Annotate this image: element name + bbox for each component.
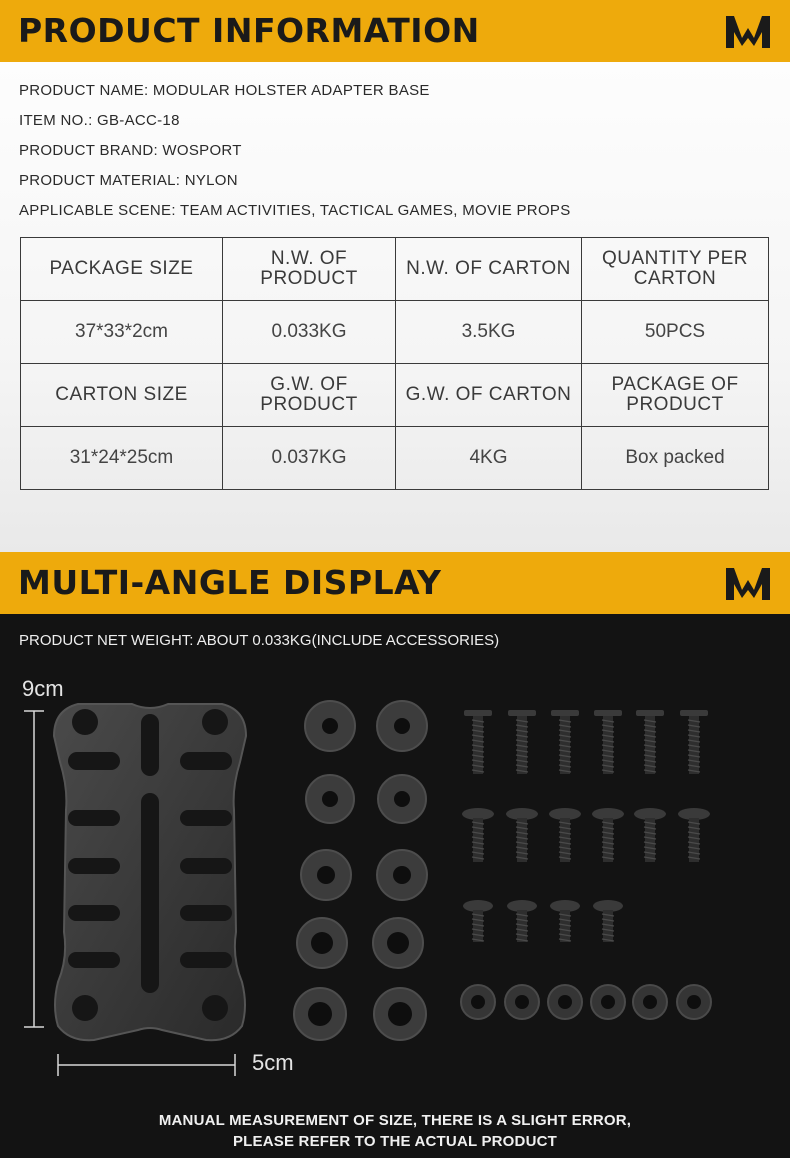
product-info-section xyxy=(0,62,790,552)
table-cell: 4KG xyxy=(396,427,582,490)
table-cell: 0.037KG xyxy=(223,427,396,490)
net-weight-note: PRODUCT NET WEIGHT: ABOUT 0.033KG(INCLUDE ACCESSORIES) xyxy=(19,632,500,649)
product-information-banner xyxy=(0,0,790,62)
multi-angle-display-section xyxy=(0,552,790,1158)
spacer-washers-image xyxy=(290,700,440,1045)
table-header-row xyxy=(21,238,769,301)
spec-table xyxy=(20,237,769,490)
item-number: ITEM NO.: GB-ACC-18 xyxy=(19,112,180,129)
product-name: PRODUCT NAME: MODULAR HOLSTER ADAPTER BASE xyxy=(19,82,430,99)
section-title: MULTI-ANGLE DISPLAY xyxy=(18,563,442,602)
table-row xyxy=(21,427,769,490)
height-dimension-label: 9cm xyxy=(22,676,64,701)
disclaimer-line-2: PLEASE REFER TO THE ACTUAL PRODUCT xyxy=(232,1133,558,1150)
width-dimension-label: 5cm xyxy=(252,1050,294,1075)
product-brand: PRODUCT BRAND: WOSPORT xyxy=(19,142,242,159)
table-row xyxy=(21,301,769,364)
table-header-cell: QUANTITY PER CARTON xyxy=(582,238,769,301)
table-header-cell: PACKAGE SIZE xyxy=(21,238,223,301)
section-title: PRODUCT INFORMATION xyxy=(18,11,480,50)
product-material: PRODUCT MATERIAL: NYLON xyxy=(19,172,238,189)
table-cell: Box packed xyxy=(582,427,769,490)
screws-image xyxy=(450,704,740,1024)
applicable-scene: APPLICABLE SCENE: TEAM ACTIVITIES, TACTICAL GAMES, MOVIE PROPS xyxy=(19,202,571,219)
table-header-cell: PACKAGE OF PRODUCT xyxy=(582,364,769,427)
table-header-cell: CARTON SIZE xyxy=(21,364,223,427)
table-cell: 37*33*2cm xyxy=(21,301,223,364)
table-cell: 31*24*25cm xyxy=(21,427,223,490)
table-header-cell: N.W. OF CARTON xyxy=(396,238,582,301)
table-cell: 0.033KG xyxy=(223,301,396,364)
adapter-base-plate-image xyxy=(50,700,250,1045)
table-header-row xyxy=(21,364,769,427)
wosport-logo-icon xyxy=(724,12,772,52)
table-cell: 50PCS xyxy=(582,301,769,364)
disclaimer-line-1: MANUAL MEASUREMENT OF SIZE, THERE IS A SLIGHT ERROR, xyxy=(158,1112,632,1129)
table-header-cell: N.W. OF PRODUCT xyxy=(223,238,396,301)
table-cell: 3.5KG xyxy=(396,301,582,364)
table-header-cell: G.W. OF PRODUCT xyxy=(223,364,396,427)
table-header-cell: G.W. OF CARTON xyxy=(396,364,582,427)
